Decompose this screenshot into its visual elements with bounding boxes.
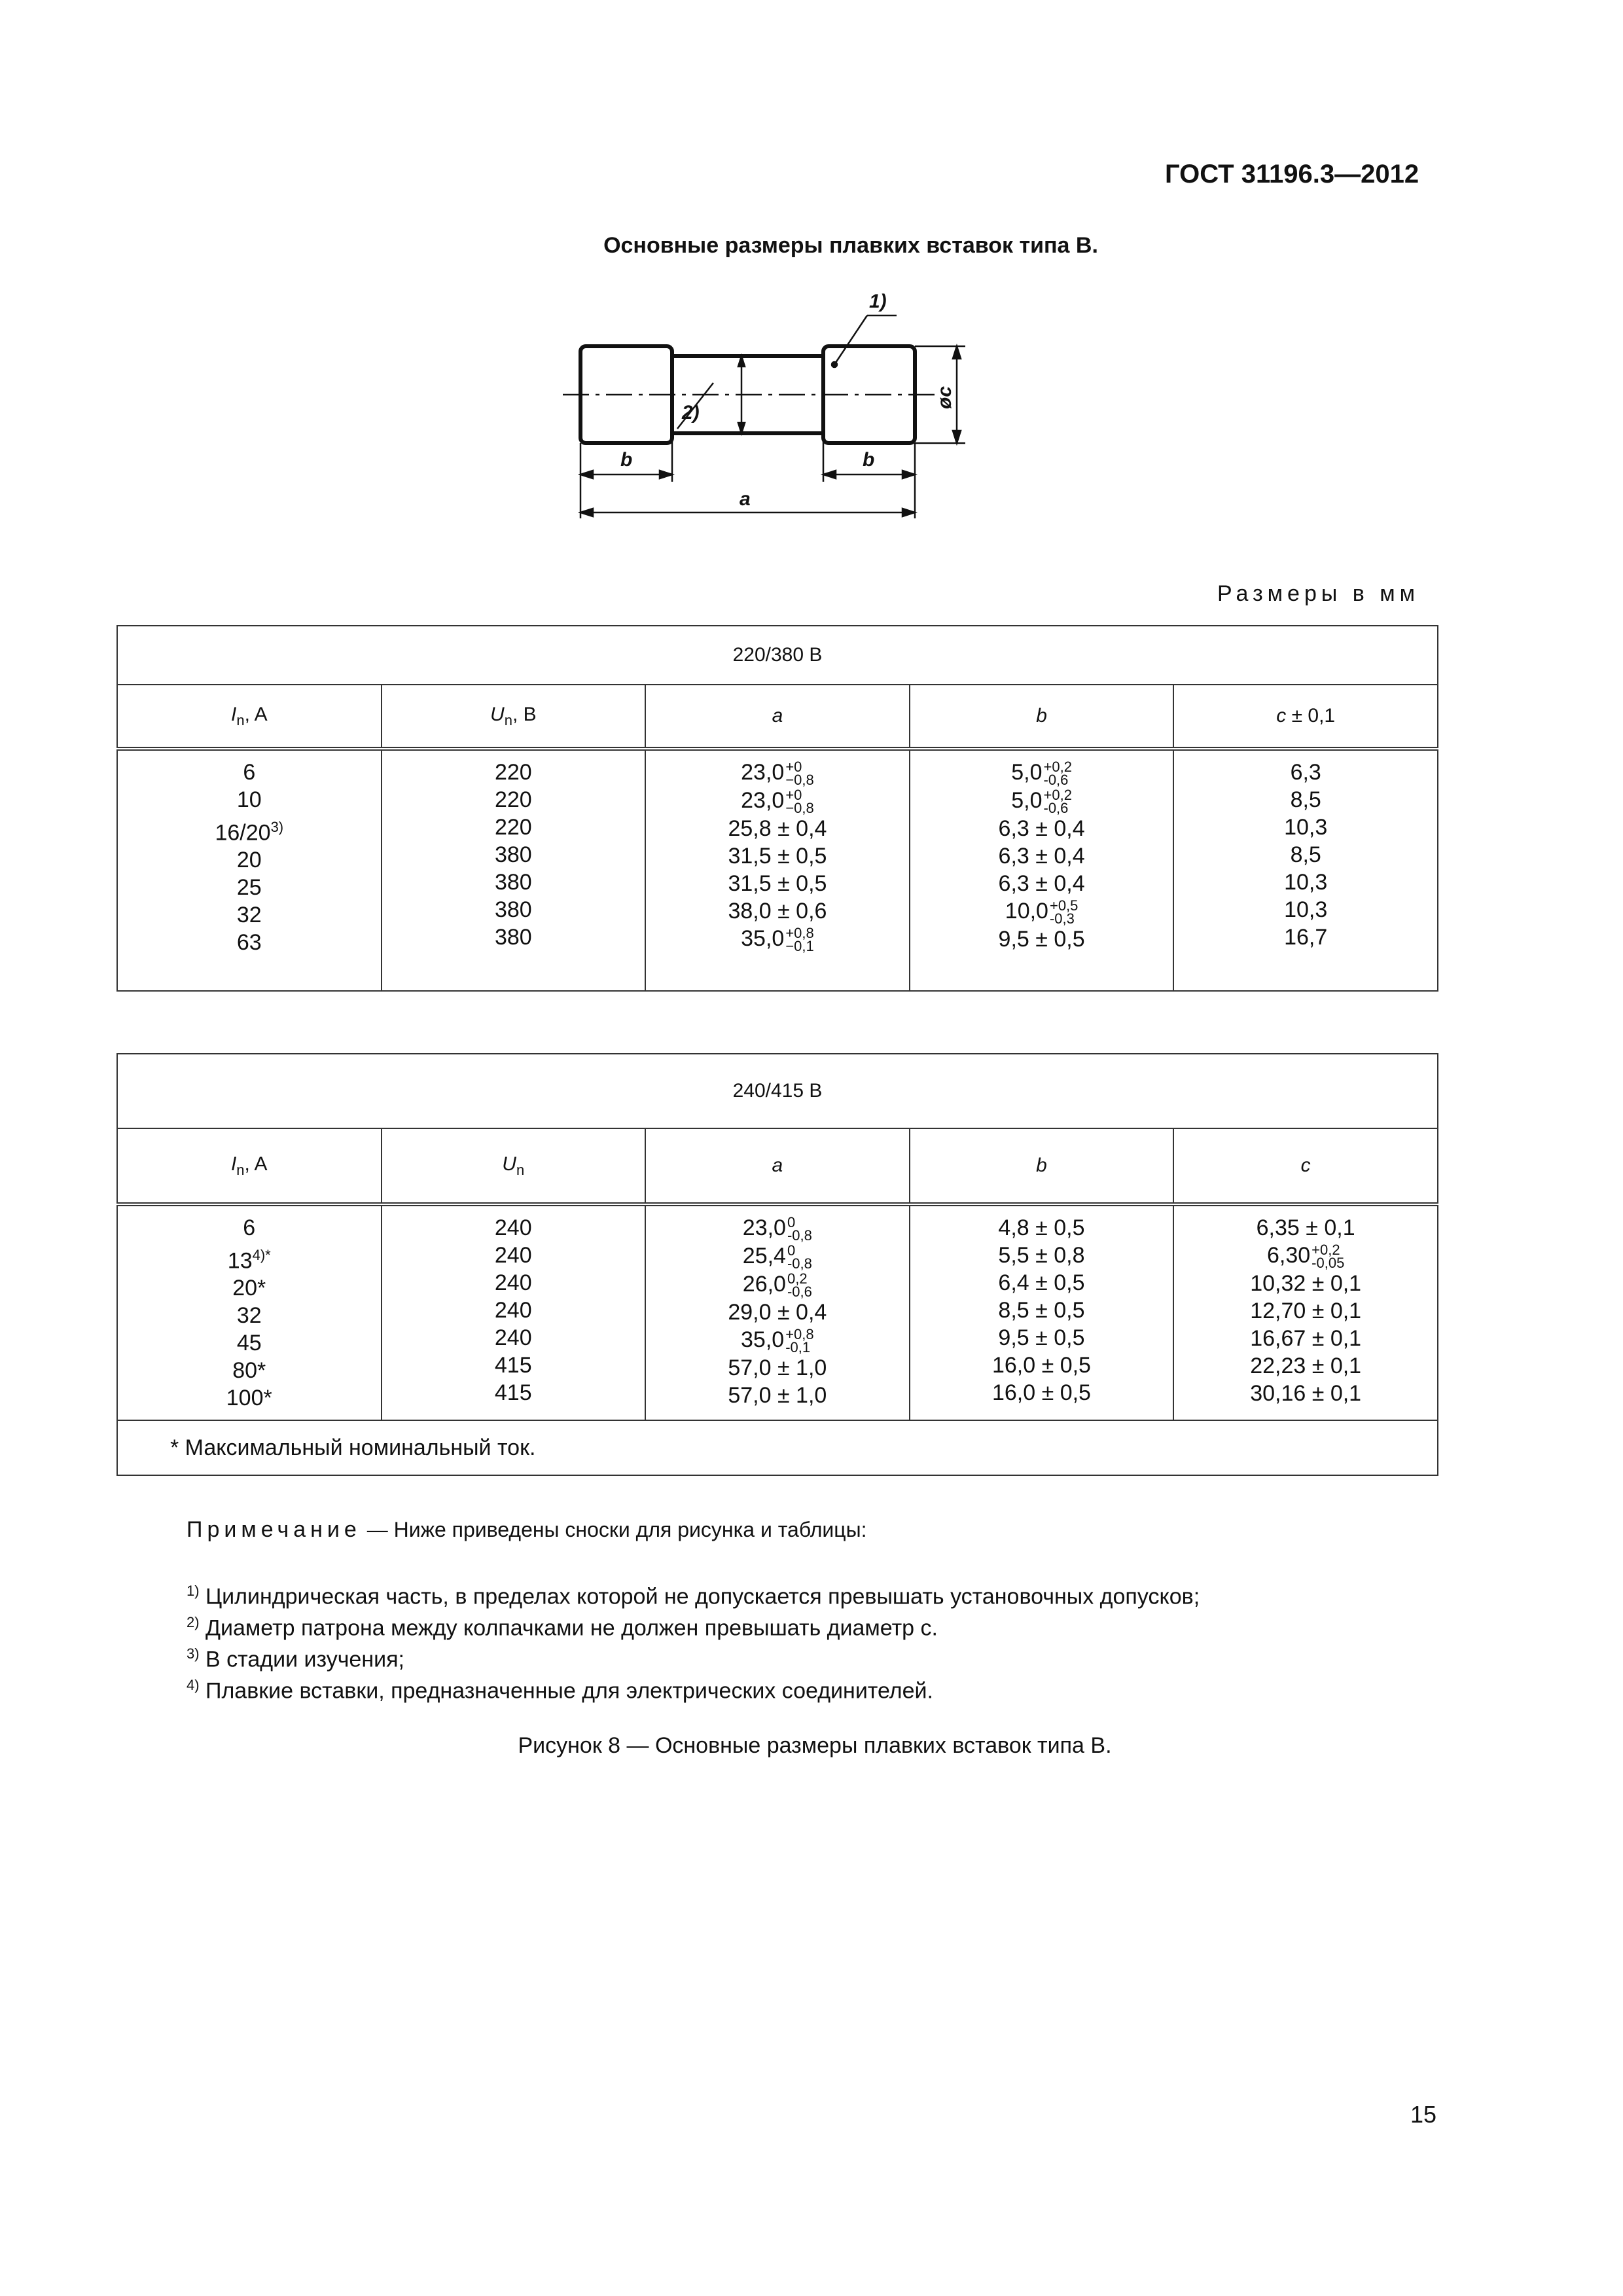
note-text: — Ниже приведены сноски для рисунка и таблицы: xyxy=(361,1518,867,1541)
header-c: c xyxy=(1173,1128,1438,1204)
table-220-380 xyxy=(116,625,1438,992)
header-un: $U_n$ xyxy=(382,1128,646,1204)
column-in: 6 10 16/20$^{3)}$ 20 25 32 63 xyxy=(117,749,382,991)
column-b: 4,8 ± 0,5 5,5 ± 0,8 6,4 ± 0,5 8,5 ± 0,5 9,5 ± 0,5 16,0 ± 0,5 16,0 ± 0,5 xyxy=(910,1204,1174,1420)
column-a: 23,0 +0 −0,8 23,0 +0 −0,8 25,8 ± 0,4 31,5 ± 0,5 31,5 ± 0,5 38,0 ± 0,6 35,0 +0,8 −0,1 xyxy=(645,749,910,991)
callout-2-label: 2) xyxy=(682,402,700,423)
column-c: 6,35 ± 0,1 6,30 +0,2 -0,05 10,32 ± 0,1 12,70 ± 0,1 16,67 ± 0,1 22,23 ± 0,1 30,16 ± 0,1 xyxy=(1173,1204,1438,1420)
header-in: $I_n$, A xyxy=(117,685,382,749)
footnote-2: $^{2)}$ Диаметр патрона между колпачками не должен превышать диаметр c. xyxy=(187,1614,938,1641)
column-un: 240 240 240 240 240 415 415 xyxy=(382,1204,646,1420)
header-b: b xyxy=(910,685,1174,749)
dim-b-right-label: b xyxy=(863,449,875,471)
note-label: Примечание xyxy=(187,1517,361,1542)
dim-a-label: a xyxy=(740,488,751,510)
header-b: b xyxy=(910,1128,1174,1204)
column-in: 6 $13^{4)*}$ 20* 32 45 80* 100* xyxy=(117,1204,382,1420)
table-240-415 xyxy=(116,1053,1438,1476)
page-number: 15 xyxy=(1410,2101,1437,2128)
fuse-drawing xyxy=(556,288,1001,537)
note xyxy=(187,1517,866,1543)
column-b: 5,0 +0,2 -0,6 5,0 +0,2 -0,6 6,3 ± 0,4 6,3 ± 0,4 6,3 ± 0,4 10,0 +0,5 -0,3 9,5 ± 0,5 xyxy=(910,749,1174,991)
document-code: ГОСТ 31196.3—2012 xyxy=(1165,160,1419,188)
column-un: 220 220 220 380 380 380 380 xyxy=(382,749,646,991)
dim-b-left-label: b xyxy=(620,449,633,471)
figure-title: Основные размеры плавких вставок типа В. xyxy=(603,233,1098,258)
header-a: a xyxy=(645,1128,910,1204)
header-c: c ± 0,1 xyxy=(1173,685,1438,749)
header-a: a xyxy=(645,685,910,749)
figure-caption: Рисунок 8 — Основные размеры плавких вставок типа В. xyxy=(518,1733,1112,1758)
header-in: $I_n$, A xyxy=(117,1128,382,1204)
callout-1-label: 1) xyxy=(869,291,887,312)
header-un: $U_n$, В xyxy=(382,685,646,749)
column-c: 6,3 8,5 10,3 8,5 10,3 10,3 16,7 xyxy=(1173,749,1438,991)
footnote-4: $^{4)}$ Плавкие вставки, предназначенные для электрических соединителей. xyxy=(187,1677,933,1704)
units-note: Размеры в мм xyxy=(1217,581,1420,606)
table-title: 240/415 В xyxy=(117,1054,1438,1128)
footnote-1: $^{1)}$ Цилиндрическая часть, в пределах которой не допускается превышать установочных допусков; xyxy=(187,1583,1200,1609)
column-a: 23,0 0 -0,8 25,4 0 -0,8 26,0 0,2 -0,6 29,0 ± 0,4 35,0 +0,8 -0,1 57,0 ± 1,0 57,0 ± 1,0 xyxy=(645,1204,910,1420)
table-footnote: * Максимальный номинальный ток. xyxy=(117,1420,1438,1475)
table-title: 220/380 В xyxy=(117,626,1438,685)
dim-c-label: øc xyxy=(934,386,955,409)
footnote-3: $^{3)}$ В стадии изучения; xyxy=(187,1645,404,1672)
